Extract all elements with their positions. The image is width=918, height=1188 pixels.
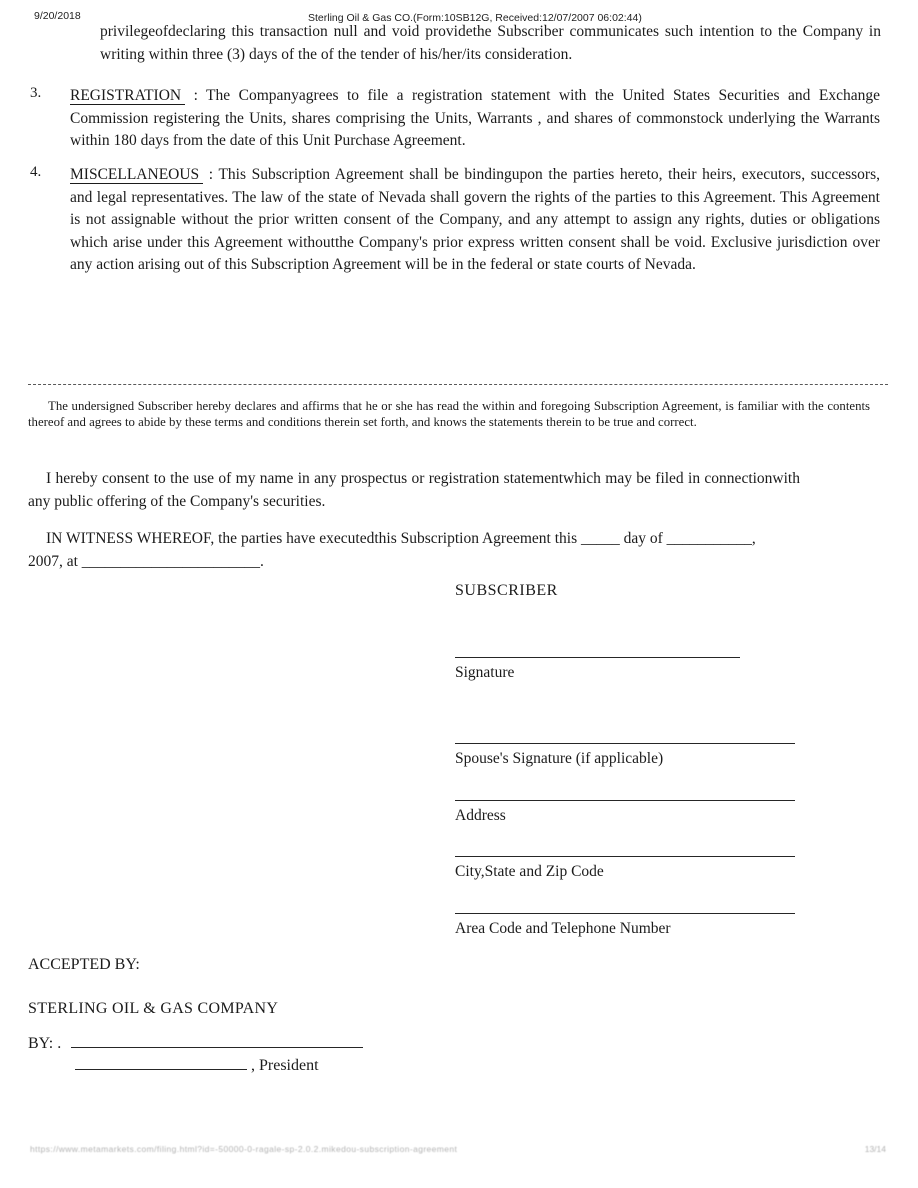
signature-line [455, 657, 740, 658]
item-number: 4. [30, 164, 42, 180]
signature-line [455, 800, 795, 801]
item-paragraph [70, 85, 880, 153]
paragraph-intro-continuation: privilegeofdeclaring this transaction null and void providethe Subscriber communicates such intention to the Company in writing within three (3) days of the of the tender of his/her/its consideration. [100, 23, 881, 63]
print-header-date: 9/20/2018 [34, 10, 81, 22]
signature-label: City,State and Zip Code [455, 863, 604, 880]
signature-row-signature [455, 657, 740, 682]
witness-line-2: 2007, at _______________________. [28, 553, 264, 570]
item-number: 3. [30, 85, 42, 101]
signature-label: Address [455, 807, 506, 824]
item-body-text: : This Subscription Agreement shall be bindingupon the parties hereto, their heirs, executors, successors, and legal representatives. The law of the state of Nevada shall govern the rights of the parties to this Agreement. This Agreement is not assignable without the prior written consent of the Company, and any attempt to assign any rights, duties or obligations which arise under this Agreement withoutthe Company's prior express written consent shall be void. Exclusive jurisdiction over any action arising out of this Subscription Agreement will be in the federal or state courts of Nevada. [70, 166, 880, 273]
numbered-item-registration [30, 85, 880, 153]
print-header-title: Sterling Oil & Gas CO.(Form:10SB12G, Received:12/07/2007 06:02:44) [308, 12, 642, 24]
signature-line [455, 913, 795, 914]
print-footer-url: https://www.metamarkets.com/filing.html?id=-50000-0-ragale-sp-2.0.2.mikedou-subscription-agreement [30, 1144, 458, 1154]
item-heading: MISCELLANEOUS [70, 166, 203, 184]
subscriber-heading: SUBSCRIBER [455, 582, 558, 599]
accepted-by-label: ACCEPTED BY: [28, 956, 140, 973]
president-label: , President [251, 1057, 319, 1074]
paragraph-witness-clause [28, 527, 888, 573]
signature-row-address [455, 800, 795, 825]
witness-line-1: IN WITNESS WHEREOF, the parties have executedthis Subscription Agreement this _____ day of ___________, [46, 530, 756, 547]
print-footer-page-number: 13/14 [864, 1144, 886, 1154]
signature-line [455, 856, 795, 857]
signature-row-city-state-zip [455, 856, 795, 881]
horizontal-divider [28, 384, 888, 385]
paragraph-affirmation: The undersigned Subscriber hereby declares and affirms that he or she has read the within and foregoing Subscription Agreement, is familiar with the contents thereof and agrees to abide by these terms and conditions therein set forth, and knows the statements therein to be true and correct. [28, 399, 870, 429]
president-signature-row [75, 1056, 319, 1075]
signature-line [455, 743, 795, 744]
signature-label: Spouse's Signature (if applicable) [455, 750, 664, 767]
president-name-line [75, 1056, 247, 1070]
signature-label: Signature [455, 664, 515, 681]
item-heading: REGISTRATION [70, 87, 185, 105]
numbered-item-miscellaneous [30, 164, 880, 277]
by-signature-row [28, 1034, 363, 1053]
item-body-text: : The Companyagrees to file a registration statement with the United States Securities and Exchange Commission registering the Units, shares comprising the Units, Warrants , and shares of commonstock underlying the Warrants within 180 days from the date of this Unit Purchase Agreement. [70, 87, 880, 149]
signature-row-phone [455, 913, 795, 938]
signature-label: Area Code and Telephone Number [455, 920, 671, 937]
company-name: STERLING OIL & GAS COMPANY [28, 1000, 279, 1017]
signature-row-spouse [455, 743, 795, 768]
paragraph-consent: I hereby consent to the use of my name in any prospectus or registration statementwhich may be filed in connectionwith any public offering of the Company's securities. [28, 470, 800, 510]
by-signature-line [71, 1034, 363, 1048]
item-paragraph [70, 164, 880, 277]
by-label: BY: . [28, 1035, 62, 1052]
